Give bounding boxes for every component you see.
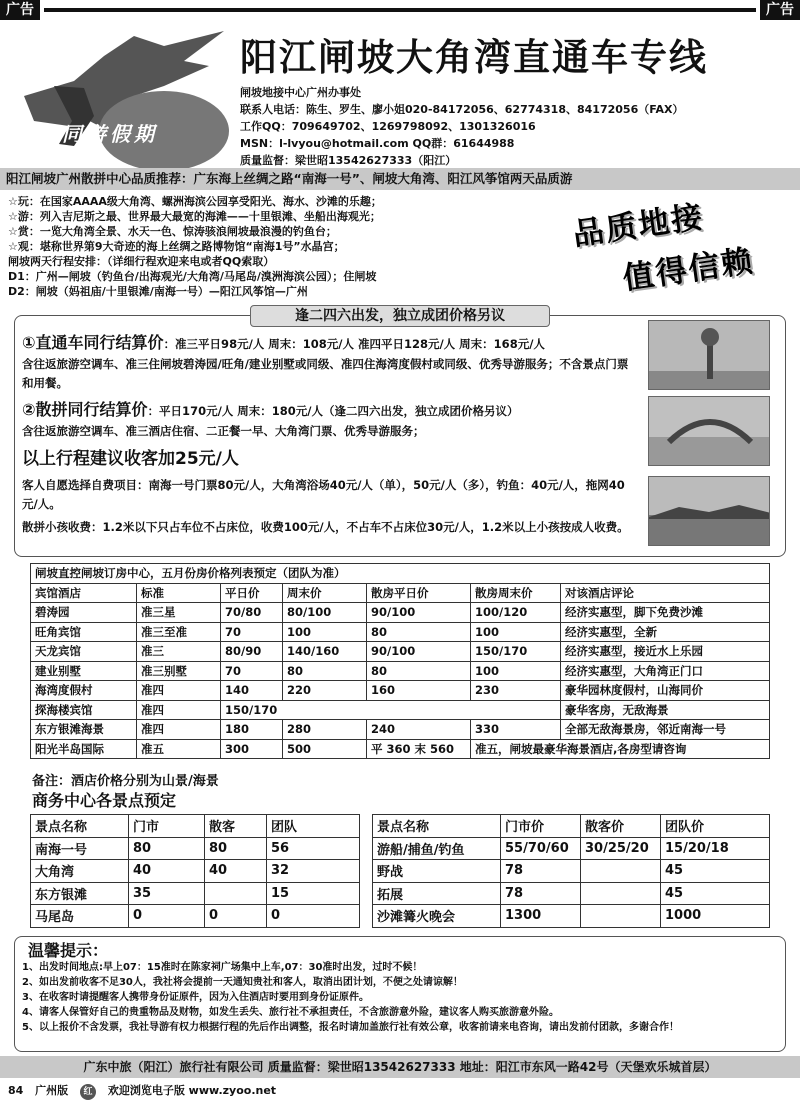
table-cell: 30/25/20 [581, 837, 661, 860]
table-cell: 东方银滩 [31, 882, 129, 905]
table-cell: 平 360 末 560 [367, 739, 471, 759]
table-cell: 100 [471, 622, 561, 642]
table-cell: 准三至准 [137, 622, 221, 642]
price-1 [22, 333, 632, 354]
table-cell: 70 [221, 661, 283, 681]
table-cell: 500 [283, 739, 367, 759]
price-1-desc: 含往返旅游空调车、准三住闸坡碧涛园/旺角/建业别墅或同级、准四住海湾度假村或同级、优秀导游服务；不含景点门票和用餐。 [22, 357, 629, 390]
table-cell: 1300 [501, 905, 581, 928]
price-1-body: ：准三平日98元/人 周末：108元/人 准四平日128元/人 周末：168元/人 [163, 337, 545, 351]
table-cell: 马尾岛 [31, 905, 129, 928]
price-2-desc: 含往返旅游空调车、准三酒店住宿、二正餐一早、大角湾门票、优秀导游服务； [22, 424, 425, 438]
price-1-head: ①直通车同行结算价 [22, 333, 164, 352]
table-cell: 15 [267, 882, 360, 905]
top-rule [44, 8, 756, 12]
logo-figure-icon [14, 26, 236, 174]
table-row [31, 661, 770, 681]
slogan-line-2: 值得信赖 [620, 242, 757, 297]
header-cell: 对该酒店评论 [561, 583, 770, 603]
table-cell [581, 860, 661, 883]
table-row [31, 681, 770, 701]
photo-beach [648, 476, 770, 546]
ad-label-left: 广告 [0, 0, 40, 20]
table-cell: 150/170 [221, 700, 561, 720]
table-cell: 准四 [137, 700, 221, 720]
tip-item: 5、以上报价不含发票，我社导游有权力根据行程的先后作出调整，报名时请加盖旅行社有效公章，收客前请来电咨询，请出发前付团款，多谢合作！ [22, 1022, 679, 1033]
table-cell: 80/100 [283, 603, 367, 623]
table-cell: 45 [661, 882, 770, 905]
table-row [31, 622, 770, 642]
highlights [8, 194, 568, 299]
table-cell: 45 [661, 860, 770, 883]
contact-block [240, 84, 683, 169]
table-cell: 35 [129, 882, 205, 905]
table-cell: 40 [129, 860, 205, 883]
spots-table-left [30, 814, 360, 928]
table-cell: 野战 [373, 860, 501, 883]
table-cell: 80 [283, 661, 367, 681]
tips-list [22, 960, 782, 1035]
table-cell: 78 [501, 860, 581, 883]
hotel-note: 备注：酒店价格分别为山景/海景 [32, 774, 219, 789]
table-cell: 准四 [137, 681, 221, 701]
table-cell: 280 [283, 720, 367, 740]
table-cell: 准三 [137, 642, 221, 662]
table-cell: 80 [129, 837, 205, 860]
table-cell: 准五 [137, 739, 221, 759]
spots-title: 商务中心各景点预定 [32, 791, 177, 810]
table-cell: 1000 [661, 905, 770, 928]
table-cell: 80 [367, 661, 471, 681]
header-cell: 标准 [137, 583, 221, 603]
table-cell: 大角湾 [31, 860, 129, 883]
edition-label: 广州版 [35, 1084, 69, 1097]
table-cell: 东方银滩海景 [31, 720, 137, 740]
table-cell: 100 [283, 622, 367, 642]
photo-statue [648, 320, 770, 390]
tips-title: 温馨提示： [28, 941, 109, 960]
price-2-head: ②散拼同行结算价 [22, 400, 148, 419]
contact-phone: 联系人电话：陈生、罗生、廖小姐020-84172056、62774318、84172056（FAX） [240, 103, 684, 116]
contact-quality: 质量监督：梁世昭13542627333（阳江） [240, 154, 457, 167]
table-cell: 56 [267, 837, 360, 860]
table-cell: 准三星 [137, 603, 221, 623]
table-row [31, 905, 360, 928]
table-cell: 80 [205, 837, 267, 860]
tip-item: 3、在收客时请提醒客人携带身份证原件，因为入住酒店时要用到身份证原件。 [22, 992, 369, 1003]
tip-item: 4、请客人保管好自己的贵重物品及财物，如发生丢失、旅行社不承担责任，不含旅游意外险，建议客人购买旅游意外险。 [22, 1007, 559, 1018]
table-cell: 豪华园林度假村，山海同价 [561, 681, 770, 701]
hotel-table-header [31, 583, 770, 603]
header-cell: 散房平日价 [367, 583, 471, 603]
table-cell: 豪华客房，无敌海景 [561, 700, 770, 720]
table-cell: 230 [471, 681, 561, 701]
header-cell: 散房周末价 [471, 583, 561, 603]
header-cell: 宾馆酒店 [31, 583, 137, 603]
header-cell: 周末价 [283, 583, 367, 603]
table-cell: 90/100 [367, 603, 471, 623]
table-cell: 150/170 [471, 642, 561, 662]
children-fee: 散拼小孩收费：1.2米以下只占车位不占床位，收费100元/人，不占车不占床位30元/人，1.2米以上小孩按成人收费。 [22, 520, 629, 534]
itinerary-day: D1：广州—闸坡（钓鱼台/出海观光/大角湾/马尾岛/溴洲海滨公园）；住闸坡 [8, 270, 377, 283]
table-cell: 准四 [137, 720, 221, 740]
table-cell: 全部无敌海景房，邻近南海一号 [561, 720, 770, 740]
table-row [373, 882, 770, 905]
table-cell: 80/90 [221, 642, 283, 662]
table-cell: 70 [221, 622, 283, 642]
logo-text: 同游假期 [62, 122, 158, 146]
page-footer [8, 1082, 284, 1100]
table-cell: 140 [221, 681, 283, 701]
table-cell: 经济实惠型，全新 [561, 622, 770, 642]
header-cell: 散客 [205, 815, 267, 838]
table-row [31, 739, 770, 759]
hotel-table [30, 563, 770, 759]
table-cell: 游船/捕鱼/钓鱼 [373, 837, 501, 860]
badge-icon: 红 [80, 1084, 96, 1100]
table-cell: 32 [267, 860, 360, 883]
header-cell: 门市价 [501, 815, 581, 838]
header-cell: 平日价 [221, 583, 283, 603]
table-row [31, 882, 360, 905]
contact-office: 闸坡地接中心广州办事处 [240, 86, 361, 99]
header-cell: 景点名称 [373, 815, 501, 838]
table-cell: 准三别墅 [137, 661, 221, 681]
table-cell: 拓展 [373, 882, 501, 905]
depart-note: 逢二四六出发，独立成团价格另议 [250, 305, 550, 327]
table-cell: 330 [471, 720, 561, 740]
table-row [31, 700, 770, 720]
ad-label-right: 广告 [760, 0, 800, 20]
table-cell: 78 [501, 882, 581, 905]
price-2 [22, 400, 632, 421]
recommend-bar: 阳江闸坡广州散拼中心品质推荐：广东海上丝绸之路“南海一号”、闸坡大角湾、阳江风筝馆两天品质游 [0, 168, 800, 190]
table-cell: 经济实惠型，接近水上乐园 [561, 642, 770, 662]
table-cell: 海湾度假村 [31, 681, 137, 701]
table-cell [205, 882, 267, 905]
table-cell: 经济实惠型，大角湾正门口 [561, 661, 770, 681]
logo [14, 26, 236, 174]
table-cell: 160 [367, 681, 471, 701]
table-cell [581, 905, 661, 928]
table-row [31, 860, 360, 883]
spots-header [31, 815, 360, 838]
photo-gate [648, 396, 770, 466]
contact-qq: 工作QQ：709649702、1269798092、1301326016 [240, 120, 536, 133]
table-cell: 55/70/60 [501, 837, 581, 860]
table-cell [581, 882, 661, 905]
table-cell: 天龙宾馆 [31, 642, 137, 662]
table-row [31, 642, 770, 662]
table-cell: 碧涛园 [31, 603, 137, 623]
welcome-link[interactable]: 欢迎浏览电子版 www.zyoo.net [107, 1084, 277, 1097]
table-cell: 0 [205, 905, 267, 928]
table-cell: 300 [221, 739, 283, 759]
hotel-table-caption: 闸坡直控闸坡订房中心，五月份房价格列表预定（团队为准） [31, 564, 770, 584]
page-number: 84 [8, 1084, 24, 1097]
itinerary-day: D2：闸坡（妈祖庙/十里银滩/南海一号）—阳江风筝馆—广州 [8, 285, 308, 298]
contact-msn: MSN：l-lvyou@hotmail.com QQ群：61644988 [240, 137, 515, 150]
table-cell: 探海楼宾馆 [31, 700, 137, 720]
tip-item: 2、如出发前收客不足30人，我社将会提前一天通知贵社和客人，取消出团计划，不便之处请谅解！ [22, 977, 463, 988]
footer-bar: 广东中旅（阳江）旅行社有限公司 质量监督：梁世昭13542627333 地址：阳江市东风一路42号（天堡欢乐城首层） [0, 1056, 800, 1078]
spots-table-right [372, 814, 770, 928]
tip-item: 1、出发时间地点:早上07：15准时在陈家祠广场集中上车,07：30准时出发，过时不候！ [22, 962, 423, 973]
highlight-item: ☆玩：在国家AAAA级大角湾、螺洲海滨公园享受阳光、海水、沙滩的乐趣； [8, 195, 382, 208]
table-cell: 100/120 [471, 603, 561, 623]
table-cell: 100 [471, 661, 561, 681]
itinerary-title: 闸坡两天行程安排：（详细行程欢迎来电或者QQ索取） [8, 255, 275, 268]
table-cell: 阳光半岛国际 [31, 739, 137, 759]
table-cell: 70/80 [221, 603, 283, 623]
table-row [31, 603, 770, 623]
table-cell: 80 [367, 622, 471, 642]
table-cell: 240 [367, 720, 471, 740]
page-title: 阳江闸坡大角湾直通车专线 [240, 36, 708, 79]
highlight-item: ☆游：列入吉尼斯之最、世界最大最宽的海滩——十里银滩、坐船出海观光； [8, 210, 381, 223]
highlight-item: ☆赏：一览大角湾全景、水天一色、惊涛骇浪闸坡最浪漫的钓鱼台； [8, 225, 337, 238]
table-cell: 建业别墅 [31, 661, 137, 681]
table-cell: 南海一号 [31, 837, 129, 860]
header-cell: 景点名称 [31, 815, 129, 838]
price-2-body: ：平日170元/人 周末：180元/人（逢二四六出发，独立成团价格另议） [147, 404, 519, 418]
table-cell: 180 [221, 720, 283, 740]
table-cell: 沙滩篝火晚会 [373, 905, 501, 928]
table-row [31, 837, 360, 860]
table-cell: 140/160 [283, 642, 367, 662]
table-cell: 准五，闸坡最豪华海景酒店,各房型请咨询 [471, 739, 770, 759]
optional-items: 客人自愿选择自费项目：南海一号门票80元/人，大角湾浴场40元/人（单），50元/人（多），钓鱼：40元/人，拖网40元/人。 [22, 478, 625, 511]
table-row [373, 837, 770, 860]
table-cell: 经济实惠型，脚下免费沙滩 [561, 603, 770, 623]
header-cell: 团队价 [661, 815, 770, 838]
table-cell: 旺角宾馆 [31, 622, 137, 642]
table-cell: 15/20/18 [661, 837, 770, 860]
table-row [31, 720, 770, 740]
table-cell: 220 [283, 681, 367, 701]
spots-header [373, 815, 770, 838]
header-cell: 团队 [267, 815, 360, 838]
table-cell: 0 [129, 905, 205, 928]
table-cell: 40 [205, 860, 267, 883]
header-cell: 散客价 [581, 815, 661, 838]
table-row [373, 905, 770, 928]
highlight-item: ☆观：堪称世界第9大奇迹的海上丝绸之路博物馆“南海1号”水晶宫； [8, 240, 345, 253]
slogan-line-1: 品质地接 [570, 198, 707, 253]
table-cell: 90/100 [367, 642, 471, 662]
table-row [373, 860, 770, 883]
table-cell: 0 [267, 905, 360, 928]
header-cell: 门市 [129, 815, 205, 838]
surcharge-note: 以上行程建议收客加25元/人 [22, 449, 239, 469]
